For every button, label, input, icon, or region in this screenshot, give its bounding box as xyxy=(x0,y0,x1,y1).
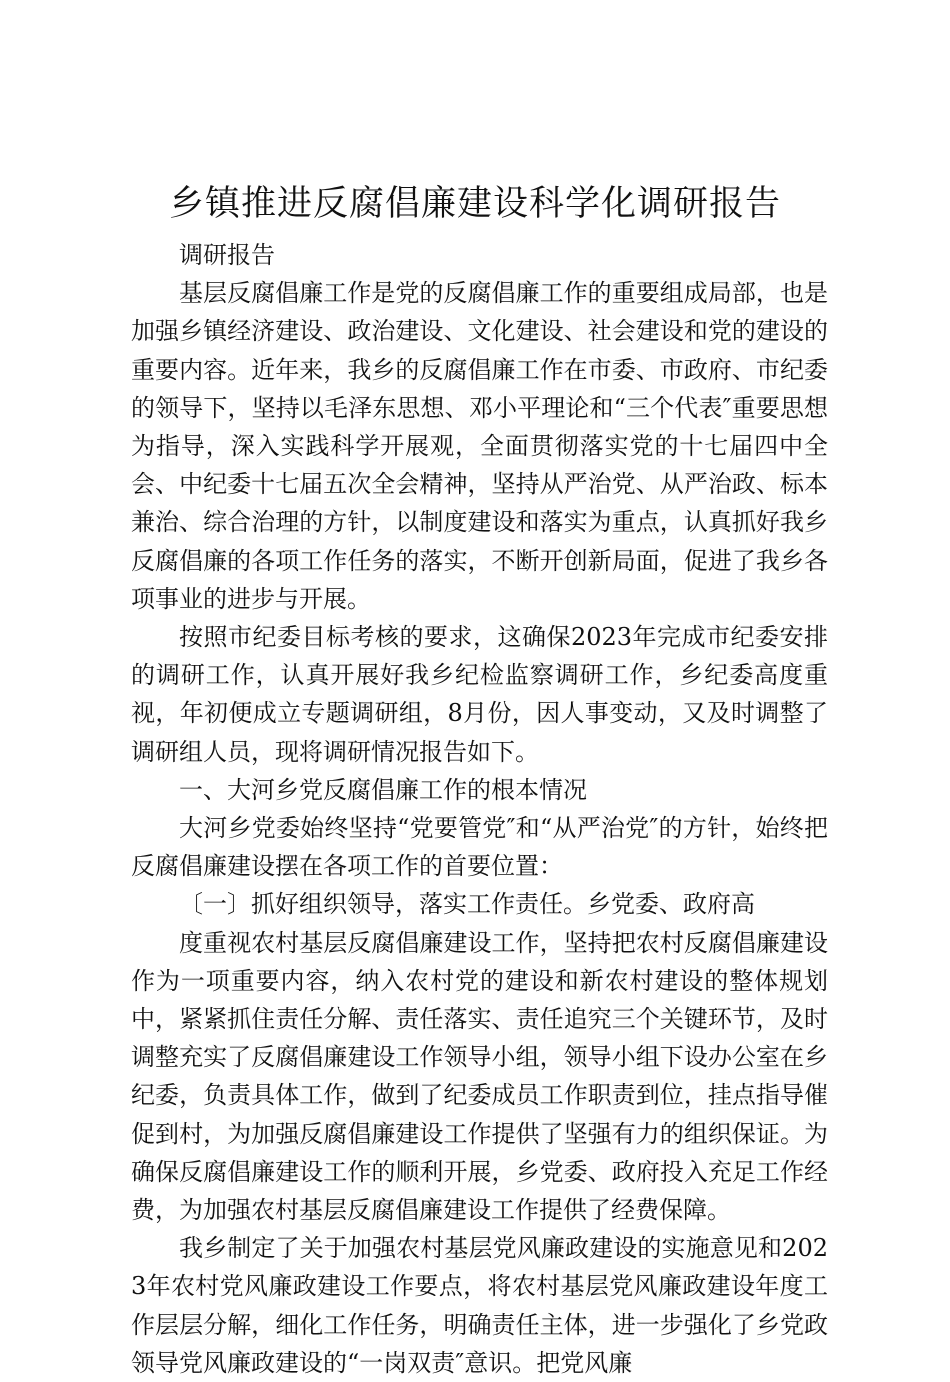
paragraph: 我乡制定了关于加强农村基层党风廉政建设的实施意见和2023年农村党风廉政建设工作要点，将农村基层党风廉政建设年度工作层层分解，细化工作任务，明确责任主体，进一步强化了乡党政领导党风廉政建设的“一岗双责″意识。把党风廉 xyxy=(131,1234,828,1377)
subsection-heading: 〔一〕抓好组织领导，落实工作责任。乡党委、政府高 xyxy=(179,890,755,919)
paragraph: 基层反腐倡廉工作是党的反腐倡廉工作的重要组成局部，也是加强乡镇经济建设、政治建设、文化建设、社会建设和党的建设的重要内容。近年来，我乡的反腐倡廉工作在市委、市政府、市纪委的领导下，坚持以毛泽东思想、邓小平理论和“三个代表″重要思想为指导，深入实践科学开展观，全面贯彻落实党的十七届四中全会、中纪委十七届五次全会精神，坚持从严治党、从严治政、标本兼治、综合治理的方针，以制度建设和落实为重点，认真抓好我乡反腐倡廉的各项工作任务的落实，不断开创新局面，促进了我乡各项事业的进步与开展。 xyxy=(131,279,828,613)
document-body xyxy=(131,236,828,1382)
paragraph: 度重视农村基层反腐倡廉建设工作，坚持把农村反腐倡廉建设作为一项重要内容，纳入农村党的建设和新农村建设的整体规划中，紧紧抓住责任分解、责任落实、责任追究三个关键环节，及时调整充实了反腐倡廉建设工作领导小组，领导小组下设办公室在乡纪委，负责具体工作，做到了纪委成员工作职责到位，挂点指导催促到村，为加强反腐倡廉建设工作提供了坚强有力的组织保证。为确保反腐倡廉建设工作的顺利开展，乡党委、政府投入充足工作经费，为加强农村基层反腐倡廉建设工作提供了经费保障。 xyxy=(131,928,828,1225)
paragraph: 按照市纪委目标考核的要求，这确保2023年完成市纪委安排的调研工作，认真开展好我乡纪检监察调研工作，乡纪委高度重视，年初便成立专题调研组，8月份，因人事变动，又及时调整了调研组人员，现将调研情况报告如下。 xyxy=(131,623,828,766)
paragraph: 大河乡党委始终坚持“党要管党″和“从严治党″的方针，始终把反腐倡廉建设摆在各项工作的首要位置： xyxy=(131,814,828,881)
section-heading: 一、大河乡党反腐倡廉工作的根本情况 xyxy=(179,775,587,804)
paragraph-subtitle: 调研报告 xyxy=(179,241,275,269)
document-title: 乡镇推进反腐倡廉建设科学化调研报告 xyxy=(168,184,781,224)
